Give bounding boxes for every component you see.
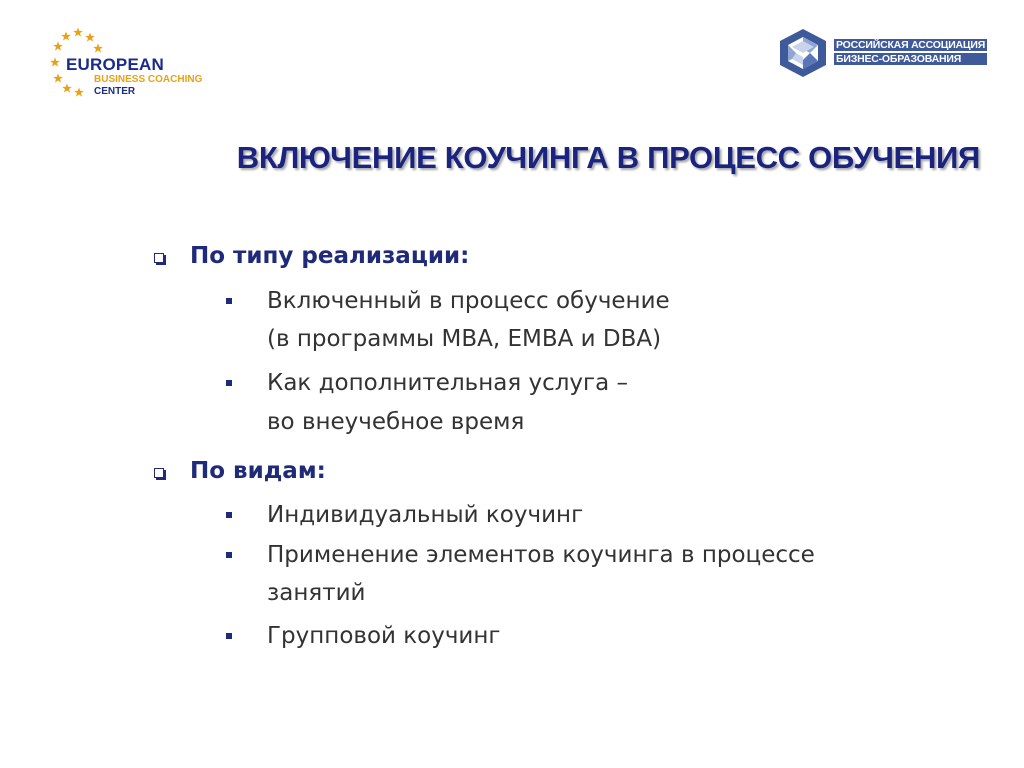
logo-right-line1: РОССИЙСКАЯ АССОЦИАЦИЯ: [836, 39, 986, 51]
list-item-line: Как дополнительная услуга –: [267, 370, 629, 396]
list-item-line: Включенный в процесс обучение: [267, 288, 670, 314]
item-bullet-icon: [226, 552, 232, 558]
section-bullet-icon: [154, 253, 164, 263]
logo-right-line2: БИЗНЕС-ОБРАЗОВАНИЯ: [834, 53, 987, 65]
russian-business-education-association-logo: [777, 28, 986, 78]
section-heading: По видам:: [190, 458, 326, 484]
list-item-line: (в программы MBA, EMBA и DBA): [267, 326, 662, 352]
list-item-line: во внеучебное время: [267, 409, 525, 435]
logo-left-line2: BUSINESS COACHING: [94, 74, 203, 85]
slide-title: ВКЛЮЧЕНИЕ КОУЧИНГА В ПРОЦЕСС ОБУЧЕНИЯ: [236, 140, 980, 175]
section-heading: По типу реализации:: [190, 243, 470, 269]
logo-left-line3: CENTER: [94, 86, 136, 97]
list-item-line: Индивидуальный коучинг: [267, 502, 584, 528]
item-bullet-icon: [226, 380, 232, 386]
european-business-coaching-center-logo: [50, 26, 210, 106]
list-item-line: Применение элементов коучинга в процессе: [267, 542, 815, 568]
item-bullet-icon: [226, 512, 232, 518]
item-bullet-icon: [226, 298, 232, 304]
list-item-line: Групповой коучинг: [267, 623, 501, 649]
list-item-line: занятий: [267, 580, 366, 606]
logo-left-line1: EUROPEAN: [66, 55, 164, 74]
aperture-emblem-icon: [777, 28, 829, 78]
item-bullet-icon: [226, 633, 232, 639]
section-bullet-icon: [154, 468, 164, 478]
